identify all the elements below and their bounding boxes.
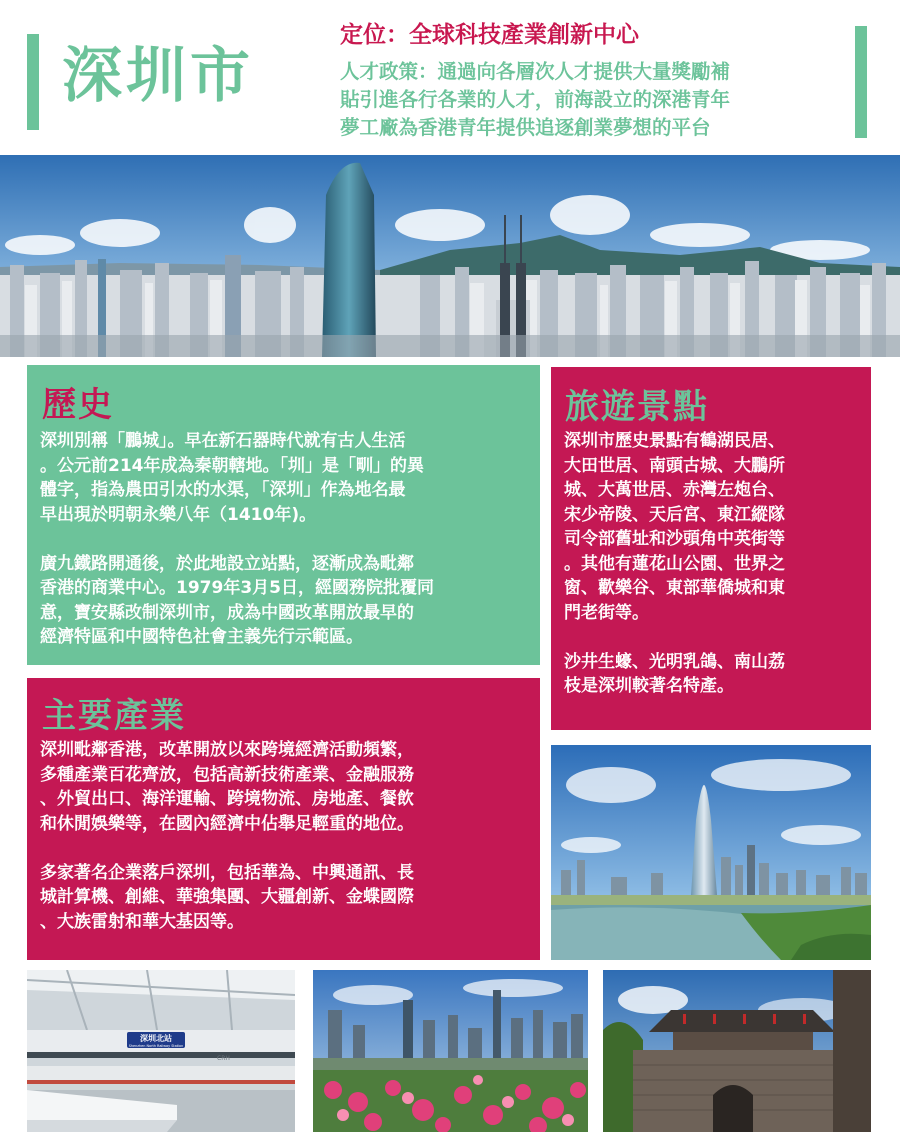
bay-skyline-photo: [551, 745, 871, 960]
history-line: 早出現於明朝永樂八年（1410年)。: [40, 504, 317, 525]
industry-text: [40, 738, 414, 934]
tourism-line: 窗、歡樂谷、東部華僑城和東: [564, 578, 785, 598]
history-line: 體字，指為農田引水的水渠，「深圳」作為地名最: [40, 480, 406, 500]
history-line: 經濟特區和中國特色社會主義先行示範區。: [40, 627, 363, 647]
talent-policy-line: 夢工廠為香港青年提供追逐創業夢想的平台: [340, 116, 711, 139]
positioning-statement: 定位：全球科技產業創新中心: [340, 22, 639, 48]
ancient-city-gate-photo: [603, 970, 871, 1132]
industry-line: 多種產業百花齊放，包括高新技術產業、金融服務: [40, 764, 414, 785]
industry-line: 深圳毗鄰香港，改革開放以來跨境經濟活動頻繁，: [40, 740, 414, 760]
tourism-panel: [551, 367, 871, 730]
skyline-panorama-photo: [0, 155, 900, 357]
talent-policy-line: 人才政策：通過向各層次人才提供大量獎勵補: [340, 60, 731, 83]
tourism-line: 。其他有蓮花山公園、世界之: [564, 553, 785, 574]
tourism-line: 大田世居、南頭古城、大鵬所: [564, 455, 785, 476]
railway-station-photo: [27, 970, 295, 1132]
industry-line: 、外貿出口、海洋運輸、跨境物流、房地產、餐飲: [40, 789, 414, 809]
industry-panel: [27, 678, 540, 960]
tourism-line: 深圳市歷史景點有鶴湖民居、: [564, 431, 785, 451]
tourism-line: 門老街等。: [564, 602, 649, 623]
history-line: 香港的商業中心。1979年3月5日，經國務院批覆同: [40, 578, 434, 598]
tourism-line: 宋少帝陵、天后宮、東江縱隊: [564, 504, 785, 525]
station-sign-english: Shenzhen North Railway Station: [128, 1044, 184, 1048]
history-line: 深圳別稱「鵬城」。早在新石器時代就有古人生活: [40, 431, 406, 451]
page-title: 深圳市: [62, 41, 254, 111]
tourism-heading: 旅遊景點: [565, 387, 709, 427]
history-line: 意，寶安縣改制深圳市，成為中國改革開放最早的: [40, 602, 414, 623]
industry-heading: 主要產業: [42, 696, 186, 736]
talent-policy-line: 貼引進各行各業的人才，前海設立的深港青年: [340, 88, 731, 111]
train-mark: CRH: [217, 1055, 230, 1062]
tourism-line: 司令部舊址和沙頭角中英街等: [564, 529, 785, 549]
history-panel: [27, 365, 540, 665]
station-sign: 深圳北站: [140, 1034, 172, 1043]
tourism-line: 城、大萬世居、赤灣左炮台、: [564, 480, 785, 500]
industry-line: 城計算機、創維、華強集團、大疆創新、金蝶國際: [40, 887, 414, 907]
header-left-bar: [27, 34, 39, 130]
history-text: [40, 429, 434, 650]
industry-line: 和休閒娛樂等，在國內經濟中佔舉足輕重的地位。: [40, 813, 414, 834]
tourism-text: [564, 429, 785, 699]
flower-garden-skyline-photo: [313, 970, 588, 1132]
tourism-line: 沙井生蠔、光明乳鴿、南山荔: [564, 651, 785, 672]
history-line: 廣九鐵路開通後，於此地設立站點，逐漸成為毗鄰: [40, 553, 414, 574]
history-heading: 歷史: [42, 385, 114, 425]
history-line: 。公元前214年成為秦朝轄地。「圳」是「甽」的異: [40, 455, 424, 476]
talent-policy: [340, 58, 840, 142]
header-right-bar: [855, 26, 867, 138]
industry-line: 多家著名企業落戶深圳，包括華為、中興通訊、長: [40, 862, 414, 883]
tourism-line: 枝是深圳較著名特產。: [564, 676, 734, 696]
industry-line: 、大族雷射和華大基因等。: [40, 911, 244, 932]
